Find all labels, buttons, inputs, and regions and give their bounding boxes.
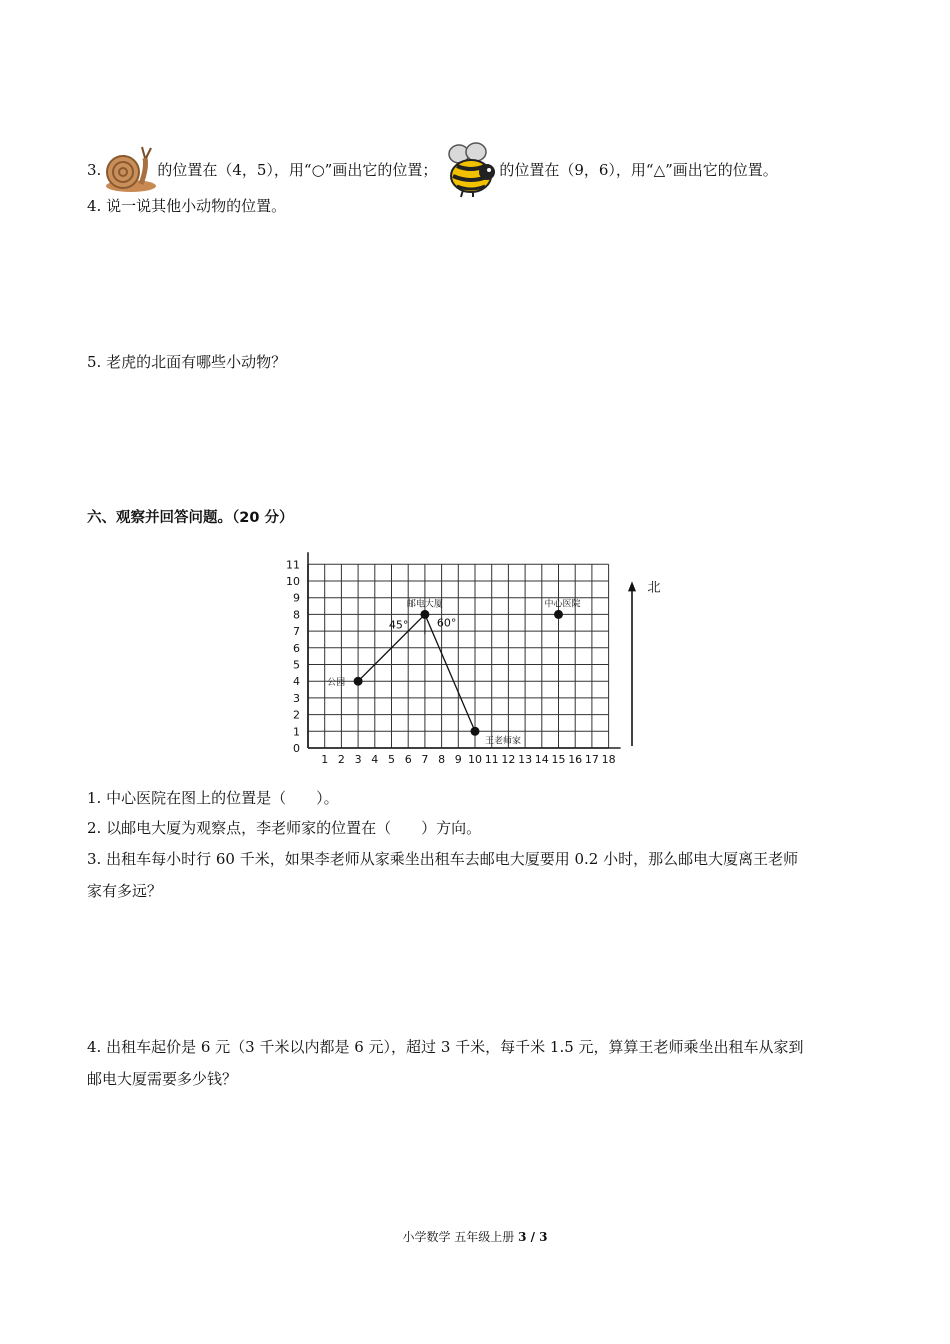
y-tick-label: 3 [293, 691, 300, 705]
route-lines [358, 614, 475, 731]
y-tick-label: 9 [293, 591, 300, 605]
x-tick-label: 11 [484, 753, 499, 766]
north-arrow [628, 580, 661, 746]
x-tick-label: 6 [404, 753, 412, 766]
question-4: 4. 说一说其他小动物的位置。 [87, 197, 287, 215]
y-tick-label: 11 [286, 558, 300, 572]
point-label: 邮电大厦 [406, 599, 443, 610]
x-tick-label: 5 [388, 753, 395, 766]
y-tick-label: 5 [293, 658, 300, 672]
point-marker [420, 610, 429, 619]
point-marker [354, 677, 363, 686]
point-marker [554, 610, 563, 619]
x-tick-label: 13 [518, 753, 533, 766]
point-label: 王老师家 [484, 736, 522, 747]
point-label: 中心医院 [544, 599, 581, 610]
section-6-question-1: 1. 中心医院在图上的位置是（ ）。 [87, 789, 339, 807]
question-3 [87, 142, 778, 198]
angle-label: 45° [388, 618, 409, 632]
x-tick-label: 3 [354, 753, 362, 766]
x-tick-label: 12 [501, 753, 516, 766]
x-tick-label: 14 [534, 753, 549, 766]
north-label: 北 [647, 580, 661, 596]
y-tick-label: 7 [293, 625, 300, 639]
grid-lines [308, 552, 621, 748]
x-tick-label: 1 [321, 753, 329, 766]
snail-icon [101, 144, 157, 196]
x-tick-label: 15 [551, 753, 566, 766]
x-tick-label: 9 [454, 753, 462, 766]
y-tick-label: 6 [293, 641, 300, 655]
x-tick-label: 4 [371, 753, 379, 766]
y-tick-label: 2 [293, 708, 300, 722]
x-tick-label: 8 [438, 753, 446, 766]
section-6-question-4-line-2: 邮电大厦需要多少钱？ [87, 1070, 238, 1088]
question-5: 5. 老虎的北面有哪些小动物？ [87, 353, 287, 371]
section-6-question-2: 2. 以邮电大厦为观察点，李老师家的位置在（ ）方向。 [87, 819, 482, 837]
page-footer [0, 1228, 950, 1245]
section-6-question-3-line-1: 3. 出租车每小时行 60 千米，如果李老师从家乘坐出租车去邮电大厦要用 0.2 小时，那么邮电大厦离王老师 [87, 850, 799, 868]
point-label: 公园 [327, 678, 346, 689]
page-number: 3 / 3 [518, 1230, 548, 1244]
x-tick-label: 10 [468, 753, 482, 766]
question-3-part2: 的位置在（9，6），用“△”画出它的位置。 [499, 161, 778, 179]
angle-label: 60° [436, 616, 457, 630]
y-tick-label: 8 [293, 608, 300, 622]
section-6-question-4-line-1: 4. 出租车起价是 6 元（3 千米以内都是 6 元），超过 3 千米，每千米 1.5 元，算算王老师乘坐出租车从家到 [87, 1038, 804, 1056]
north-arrow-head [628, 581, 636, 591]
section-6-title: 六、观察并回答问题。（20 分） [87, 510, 294, 526]
y-tick-label: 1 [293, 725, 300, 739]
bee-icon [443, 142, 499, 198]
x-tick-label: 18 [601, 753, 616, 766]
y-tick-label: 4 [293, 675, 300, 689]
tick-labels [286, 558, 616, 766]
x-tick-label: 16 [568, 753, 583, 766]
question-3-number: 3. [87, 161, 102, 179]
x-tick-label: 7 [421, 753, 429, 766]
y-tick-label: 0 [293, 742, 300, 755]
x-tick-label: 17 [584, 753, 599, 766]
x-tick-label: 2 [337, 753, 345, 766]
y-tick-label: 10 [286, 575, 300, 588]
point-marker [471, 727, 480, 736]
section-6-question-3-line-2: 家有多远？ [87, 882, 163, 900]
footer-text: 小学数学 五年级上册 [402, 1230, 519, 1244]
question-3-part1: 的位置在（4，5），用“○”画出它的位置； [157, 161, 438, 179]
route-line [425, 614, 475, 731]
coordinate-grid-chart [280, 548, 680, 770]
